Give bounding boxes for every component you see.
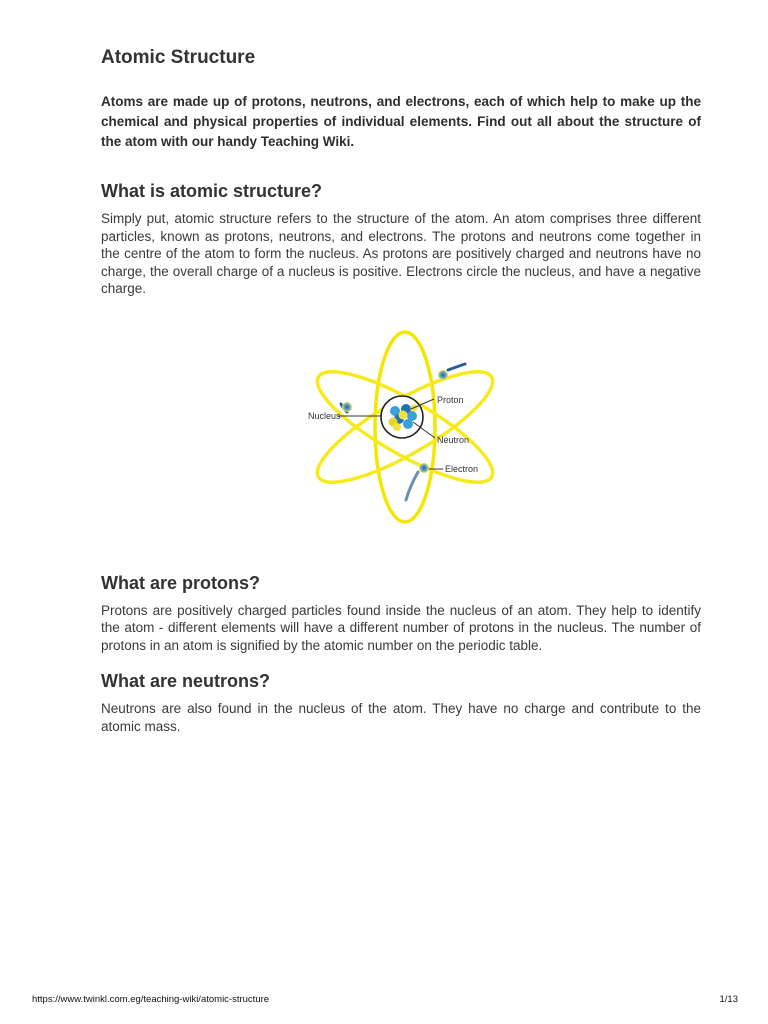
intro-paragraph: Atoms are made up of protons, neutrons, and electrons, each of which help to make up the chemical and physical properties of individual elements. Find out all about the structure of the atom with our handy Teaching Wiki.: [101, 94, 701, 149]
section-body-protons: Protons are positively charged particles found inside the nucleus of an atom. They help to identify the atom - different elements will have a different number of protons in the nucleus. The number of protons in an atom is signified by the atomic number on the periodic table.: [101, 602, 701, 653]
page-number: 1/13: [719, 994, 738, 1005]
atom-diagram: [298, 312, 513, 552]
nucleus: [381, 396, 423, 438]
electron-left: [342, 402, 352, 412]
section-body-atomic-structure: Simply put, atomic structure refers to the structure of the atom. An atom comprises three different particles, known as protons, neutrons, and electrons. The protons and neutrons come together in the centre of the atom to form the nucleus. As protons are positively charged and neutrons have no charge, the overall charge of a nucleus is positive. Electrons circle the nucleus, and have a negative charge.: [101, 211, 701, 296]
label-neutron: Neutron: [437, 434, 470, 445]
section-heading-protons: What are protons?: [101, 572, 261, 593]
document-body: [101, 44, 701, 749]
label-electron: Electron: [445, 463, 479, 474]
atom-diagram-svg: [298, 312, 513, 552]
electron-bottom: [419, 463, 429, 473]
label-nucleus: Nucleus: [308, 410, 341, 421]
section-body-neutrons: Neutrons are also found in the nucleus of the atom. They have no charge and contribute to the atomic mass.: [101, 701, 701, 734]
section-heading-atomic-structure: What is atomic structure?: [101, 181, 323, 201]
electron-top-right: [438, 370, 448, 380]
page-footer: [32, 994, 738, 1005]
footer-url-link[interactable]: https://www.twinkl.com.eg/teaching-wiki/atomic-structure: [32, 994, 270, 1005]
section-heading-neutrons: What are neutrons?: [101, 671, 271, 691]
page-title: Atomic Structure: [101, 47, 256, 68]
label-proton: Proton: [437, 394, 464, 405]
